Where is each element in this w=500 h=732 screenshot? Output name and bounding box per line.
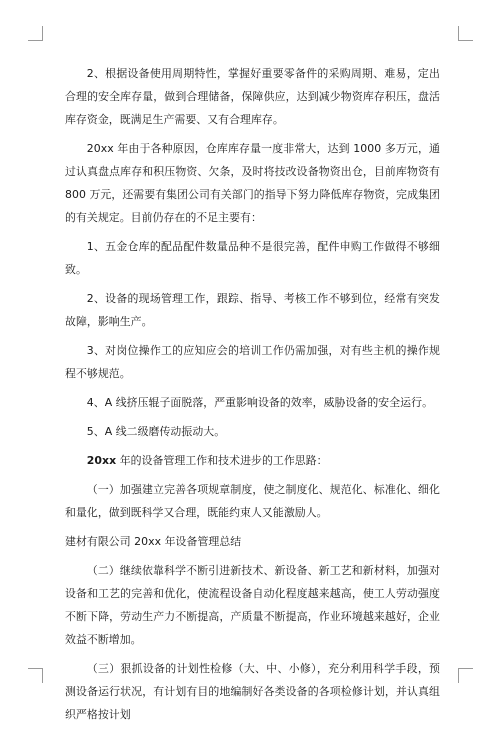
paragraph-issue-4: 4、A 线挤压辊子面脱落，严重影响设备的效率，威胁设备的安全运行。: [86, 396, 434, 409]
crop-mark-top-left: [28, 26, 43, 41]
crop-mark-top-right: [458, 26, 473, 41]
crop-mark-bottom-left: [28, 668, 43, 683]
paragraph-doc-title: 建材有限公司 20xx 年设备管理总结: [65, 535, 242, 548]
paragraph-inventory-strategy: 2、根据设备使用周期特性，掌握好重要零备件的采购周期、难易，定出合理的安全库存量，做到合理储备，保障供应，达到减少物资库存积压，盘活库存资金，既满足生产需要、又有合理库存。: [65, 67, 440, 126]
crop-mark-bottom-right: [458, 668, 473, 683]
paragraph-plan-2: （二）继续依靠科学不断引进新技术、新设备、新工艺和新材料，加强对设备和工艺的完善和优化，使流程设备自动化程度越来越高，使工人劳动强度不断下降，劳动生产力不断提高，产质量不断提高，作业环境越来越好，企业效益不断增加。: [65, 564, 440, 646]
paragraph-plan-heading: [65, 449, 440, 472]
plan-heading-text: 年的设备管理工作和技术进步的工作思路：: [116, 454, 328, 467]
paragraph-plan-1: （一）加强建立完善各项规章制度，使之制度化、规范化、标准化、细化和量化，做到既科学又合理，既能约束人又能激励人。: [65, 483, 440, 519]
paragraph-issue-3: 3、对岗位操作工的应知应会的培训工作仍需加强，对有些主机的操作规程不够规范。: [65, 344, 440, 380]
paragraph-issue-5: 5、A 线二级磨传动振动大。: [86, 425, 226, 438]
paragraph-inventory-status: 20xx 年由于各种原因，仓库库存量一度非常大，达到 1000 多万元，通过认真盘点库存和积压物资、欠条，及时将技改设备物资出仓，目前库物资有 800 万元，还需要有集团公司有关部门的指导下努力降低库存物资，完成集团的有关规定。目前仍存在的不足主要有：: [65, 142, 440, 224]
plan-heading-year: 20xx: [86, 454, 117, 467]
paragraph-issue-1: 1、五金仓库的配品配件数量品种不是很完善，配件申购工作做得不够细致。: [65, 240, 440, 276]
paragraph-plan-3: （三）狠抓设备的计划性检修（大、中、小修），充分利用科学手段，预测设备运行状况，有计划有目的地编制好各类设备的各项检修计划，并认真组织严格按计划: [65, 662, 440, 721]
paragraph-issue-2: 2、设备的现场管理工作，跟踪、指导、考核工作不够到位，经常有突发故障，影响生产。: [65, 292, 440, 328]
document-body: [65, 62, 440, 732]
